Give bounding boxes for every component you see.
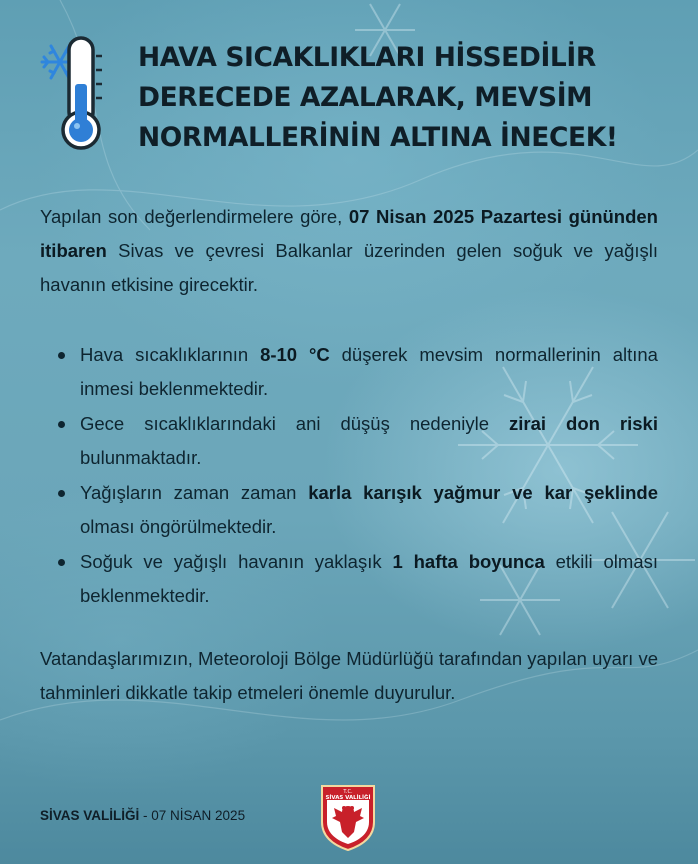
list-item (40, 545, 658, 613)
title-line: DERECEDE AZALARAK, MEVSİM (138, 82, 593, 113)
footer-separator: - (139, 808, 152, 823)
intro-date-highlight: 07 Nisan 2025 Pazartesi gününden itibaren (40, 206, 658, 261)
list-item (40, 476, 658, 544)
list-item-text: bulunmaktadır. (80, 447, 202, 468)
list-item-highlight: zirai don riski (509, 413, 658, 434)
warning-list (40, 338, 658, 614)
header (38, 34, 678, 152)
list-item-text: Soğuk ve yağışlı havanın yaklaşık (80, 551, 393, 572)
list-item (40, 407, 658, 475)
list-item-highlight: karla karışık yağmur ve kar şeklinde (308, 482, 658, 503)
page-title (138, 38, 678, 158)
intro-text: Yapılan son değerlendirmelere göre, (40, 206, 349, 227)
sivas-valiligi-logo (318, 782, 378, 852)
intro-text: Sivas ve çevresi Balkanlar üzerinden gelen soğuk ve yağışlı havanın etkisine girecektir. (40, 240, 658, 295)
closing-paragraph: Vatandaşlarımızın, Meteoroloji Bölge Müdürlüğü tarafından yapılan uyarı ve tahminleri dikkatle takip etmeleri önemle duyurulur. (40, 648, 658, 703)
list-item-highlight: 8-10 °C (260, 344, 330, 365)
seal-sub-text: T.C. (343, 789, 353, 795)
list-item-text: Yağışların zaman zaman (80, 482, 309, 503)
list-item-text: Gece sıcaklıklarındaki ani düşüş nedeniyle (80, 413, 510, 434)
list-item (40, 338, 658, 406)
list-item-text: düşerek mevsim normallerinin altına inmesi beklenmektedir. (80, 344, 658, 399)
list-item-text: olması öngörülmektedir. (80, 516, 277, 537)
list-item-text: Hava sıcaklıklarının (80, 344, 261, 365)
title-line: HAVA SICAKLIKLARI HİSSEDİLİR (138, 42, 596, 73)
thermometer-icon (38, 34, 134, 152)
footer-signature (40, 808, 245, 823)
list-item-text: etkili olması beklenmektedir. (80, 551, 658, 606)
seal-label-text: SİVAS VALİLİĞİ (325, 795, 371, 801)
list-item-highlight: 1 hafta boyunca (392, 551, 545, 572)
title-line: NORMALLERİNİN ALTINA İNECEK! (138, 122, 618, 153)
footer-org: SİVAS VALİLİĞİ (40, 808, 140, 823)
footer-date: 07 NİSAN 2025 (151, 808, 246, 823)
intro-paragraph (40, 200, 658, 302)
